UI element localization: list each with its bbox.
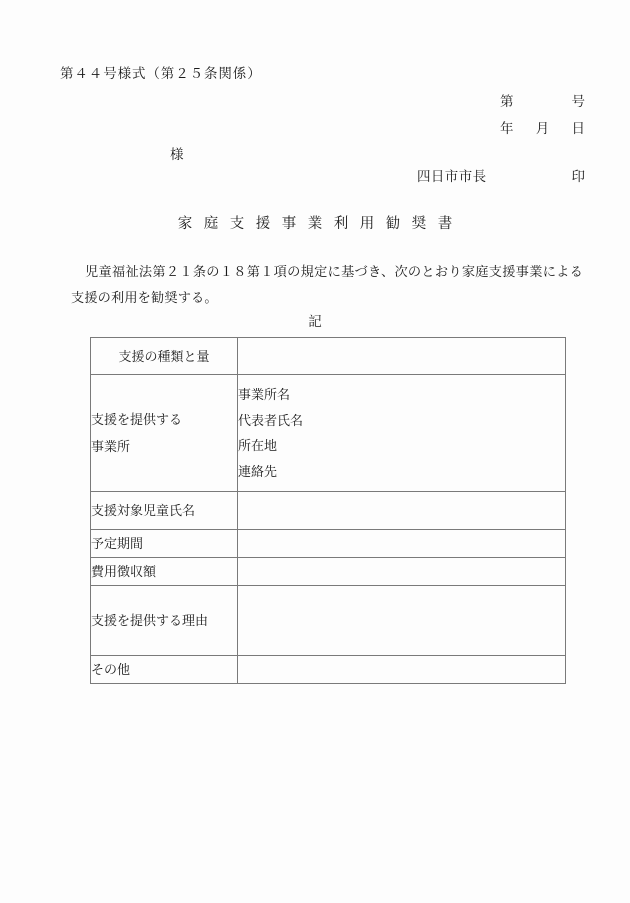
provider-address-label: 所在地 <box>238 438 278 453</box>
document-number-label: 第 <box>500 94 514 109</box>
table-row <box>91 530 566 558</box>
issuer-name: 四日市市長 <box>417 169 487 184</box>
form-table <box>90 337 566 684</box>
addressee-honorific: 様 <box>170 147 184 162</box>
row-value-provider-office[interactable] <box>238 375 566 492</box>
document-number-line <box>500 90 585 110</box>
page-title: 家庭支援事業利用勧奨書 <box>177 216 464 232</box>
ki-mark: 記 <box>308 314 322 329</box>
issuer-line <box>417 165 585 185</box>
row-label-support-type <box>91 338 238 375</box>
form-number: 第４４号様式（第２５条関係） <box>60 66 262 81</box>
label-text-line1: 支援を提供する <box>91 412 183 427</box>
table-row <box>91 586 566 656</box>
row-value-other[interactable] <box>238 656 566 684</box>
row-label-provider-office <box>91 375 238 492</box>
seal-mark: 印 <box>571 169 585 184</box>
table-row <box>91 492 566 530</box>
row-value-fee-amount[interactable] <box>238 558 566 586</box>
table-row <box>91 656 566 684</box>
body-paragraph: 児童福祉法第２１条の１８第１項の規定に基づき、次のとおり家庭支援事業による支援の利用を勧奨する。 <box>71 264 583 305</box>
date-year-label: 年 <box>500 121 514 136</box>
provider-contact-label: 連絡先 <box>238 463 278 479</box>
table-row <box>91 338 566 375</box>
row-label-other <box>91 656 238 684</box>
row-label-scheduled-period <box>91 530 238 558</box>
label-text: 費用徴収額 <box>91 564 157 579</box>
row-value-scheduled-period[interactable] <box>238 530 566 558</box>
row-value-child-name[interactable] <box>238 492 566 530</box>
document-number-unit: 号 <box>571 94 585 109</box>
row-value-reason[interactable] <box>238 586 566 656</box>
label-text: 支援の種類と量 <box>118 348 210 364</box>
label-text: その他 <box>91 662 131 677</box>
provider-representative-label: 代表者氏名 <box>238 412 304 428</box>
row-label-reason <box>91 586 238 656</box>
row-value-support-type[interactable] <box>238 338 566 375</box>
row-label-child-name <box>91 492 238 530</box>
table-row <box>91 375 566 492</box>
label-text: 予定期間 <box>91 536 144 551</box>
document-date-line <box>500 117 585 137</box>
row-label-fee-amount <box>91 558 238 586</box>
table-row <box>91 558 566 586</box>
provider-office-name-label: 事業所名 <box>238 387 291 402</box>
date-month-label: 月 <box>535 121 550 136</box>
label-text: 支援を提供する理由 <box>91 613 209 628</box>
label-text: 支援対象児童氏名 <box>91 503 196 518</box>
date-day-label: 日 <box>571 121 585 136</box>
label-text-line2: 事業所 <box>91 439 131 454</box>
